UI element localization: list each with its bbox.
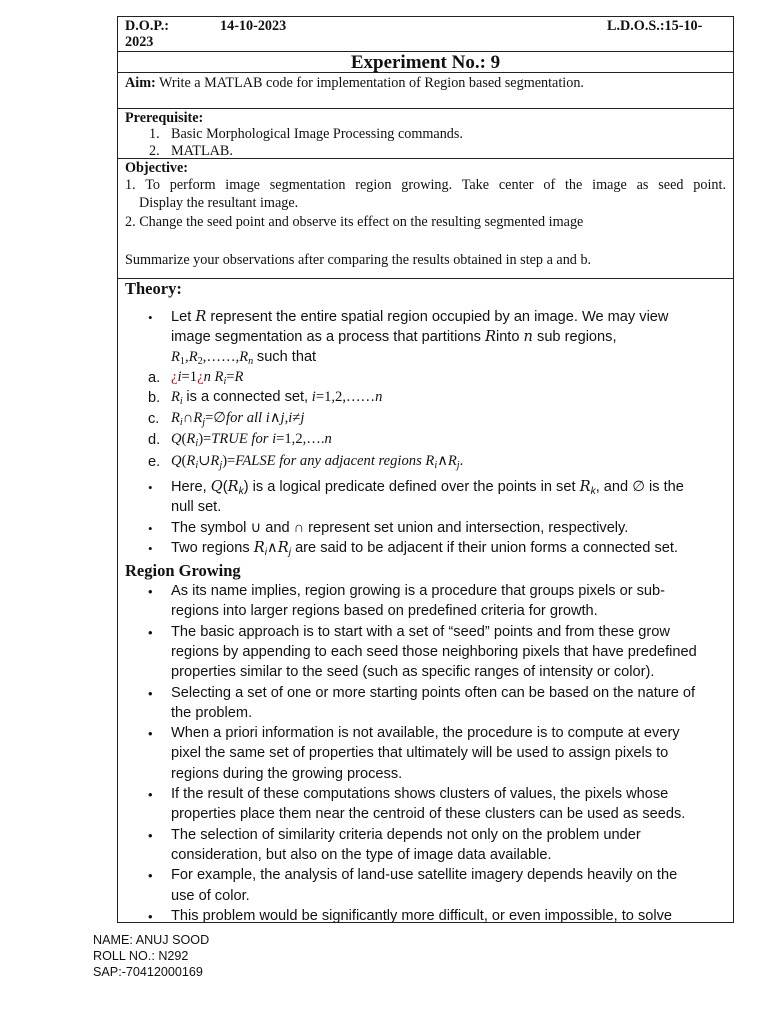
theory-section: Theory: • Let R represent the entire spatial region occupied by an image. We may view image segmentation as a process that partitions Rinto n sub regions, $R_1,R_2,\dots\dots,R_n$ such that a. ¿i=1¿n $R_i=R$ b. $R_i$ is a connected set, i=1,2,……n c. $R_i\cap R_j=\emptyset for$ all i∧j,i≠j d. $Q(R_i)=TRUE$ for i=1,2,….n e. $Q(R_i\cup R_j)=FALSE$ for any adjacent regions $R_i\wedge R_j$. • Here, $Q(R_k)$ is a logical predicate defined over the points in set $R_k$, and ∅ is the null set. • The symbol ∪ and ∩ represent set union and intersection, respectively. • Two regions $R_i\wedge R_j$ are said to be adjacent if their union forms a connected set. Region Growing • As its name implies, region growing is a procedure that groups pixels or sub- regions into larger regions based on predefined criteria for growth. • The basic approach is to start with a set of “seed” points and from these grow regions by appending to each seed those neighboring pixels that have predefined properties similar to the seed (such as specific ranges of intensity or color). • Selecting a set of one or more starting points often can be based on the nature of the problem. • When a priori information is not available, the procedure is to compute at every pixel the same set of properties that ultimately will be used to assign pixels to regions during the growing process. • If the result of these computations shows clusters of values, the pixels whose properties place them near the centroid of these clusters can be used as seeds. • The selection of similarity criteria depends not only on the problem under consideration, but also on the type of image data available. • For example, the analysis of land-use satellite imagery depends heavily on the use of color. • This problem would be significantly more difficult, or even impossible, to solve <box>118 279 733 922</box>
theory-intro-line-2c: sub regions, <box>537 329 617 345</box>
formula-c: $R_i\cap R_j=\emptyset for$ all i∧j,i≠j <box>171 410 305 428</box>
dop-date: 14-10-2023 <box>220 18 287 34</box>
region-growing-line: regions by appending to each seed those neighboring pixels that have predefined <box>171 643 697 660</box>
theory-heading: Theory: <box>125 279 182 298</box>
objective-item-1-line-2: Display the resultant image. <box>139 195 299 211</box>
aim-row <box>118 73 733 109</box>
formula-d: $Q(R_i)=TRUE$ for i=1,2,….n <box>171 431 332 449</box>
aim-text: Write a MATLAB code for implementation of Region based segmentation. <box>159 75 584 91</box>
footer-roll: ROLL NO.: N292 <box>93 949 189 963</box>
prereq-num-2: 2. <box>149 143 160 159</box>
objective-row <box>118 159 733 279</box>
region-growing-line: pixel the same set of properties that ultimately will be used to assign pixels to <box>171 745 669 762</box>
experiment-title: Experiment No.: 9 <box>350 52 501 73</box>
region-growing-line: properties place them near the centroid of these clusters can be used as seeds. <box>171 806 686 823</box>
theory-intro-line-2a: image segmentation as a process that partitions <box>171 329 481 345</box>
bullet-dot: • <box>148 521 153 536</box>
bullet-dot: • <box>148 827 153 843</box>
region-growing-line: If the result of these computations shows clusters of values, the pixels whose <box>171 786 669 802</box>
region-growing-line: For example, the analysis of land-use satellite imagery depends heavily on the <box>171 867 678 884</box>
prerequisite-row <box>118 109 733 159</box>
bullet-dot: • <box>148 868 153 884</box>
region-growing-line: regions during the growing process. <box>171 765 403 782</box>
theory-intro-line-2b: into <box>495 329 520 345</box>
region-growing-line: As its name implies, region growing is a procedure that groups pixels or sub- <box>171 583 665 599</box>
list-letter-c: c. <box>148 411 160 427</box>
region-growing-line: When a priori information is not available, the procedure is to compute at every <box>171 725 680 742</box>
region-growing-line: Selecting a set of one or more starting points often can be based on the nature of <box>171 684 696 701</box>
dop-label: D.O.P.: <box>125 18 170 34</box>
footer-name: NAME: ANUJ SOOD <box>93 933 210 947</box>
objective-item-1-line-1: 1. To perform image segmentation region growing. Take center of the image as seed point. <box>125 177 726 193</box>
aim-label: Aim: <box>125 75 156 91</box>
title-row <box>118 52 733 73</box>
formula-e: $Q(R_i\cup R_j)=FALSE$ for any adjacent regions $R_i\wedge R_j$. <box>171 453 464 471</box>
null-set-text: null set. <box>171 499 222 515</box>
bullet-dot: • <box>148 908 153 923</box>
region-growing-line: regions into larger regions based on predefined criteria for growth. <box>171 603 598 620</box>
bullet-dot: • <box>148 787 153 802</box>
experiment-sheet <box>117 16 734 923</box>
list-letter-d: d. <box>148 432 161 448</box>
list-letter-b: b. <box>148 390 161 406</box>
region-growing-line: This problem would be significantly more difficult, or even impossible, to solve <box>171 907 673 923</box>
symbol-text: The symbol ∪ and ∩ represent set union and intersection, respectively. <box>171 520 629 536</box>
objective-summary: Summarize your observations after comparing the results obtained in step a and b. <box>125 252 592 268</box>
theory-intro-line-1: represent the entire spatial region occupied by an image. We may view <box>210 309 669 325</box>
bullet-dot: • <box>148 624 153 640</box>
prerequisite-label: Prerequisite: <box>125 110 204 126</box>
formula-a: ¿i=1¿n $R_i=R$ <box>171 369 244 387</box>
objective-item-2: 2. Change the seed point and observe its effect on the resulting segmented image <box>125 214 584 230</box>
list-letter-e: e. <box>148 454 161 470</box>
region-growing-line: the problem. <box>171 704 253 721</box>
region-growing-line: The basic approach is to start with a set of “seed” points and from these grow <box>171 623 670 640</box>
ldos-year: 2023 <box>125 34 154 50</box>
prereq-num-1: 1. <box>149 126 160 142</box>
ldos-label: L.D.O.S.:15-10- <box>607 18 703 34</box>
bullet-dot: • <box>148 541 153 556</box>
region-growing-line: The selection of similarity criteria depends not only on the problem under <box>171 826 641 843</box>
region-growing-line: use of color. <box>171 887 250 904</box>
objective-label: Objective: <box>125 160 189 176</box>
region-growing-line: consideration, but also on the type of image data available. <box>171 846 552 863</box>
bullet-dot: • <box>148 310 153 325</box>
theory-intro-line-3: such that <box>256 349 317 365</box>
prereq-text-2: MATLAB. <box>171 143 233 159</box>
footer-sap: SAP:-70412000169 <box>93 965 203 979</box>
header-row <box>118 17 733 52</box>
bullet-dot: • <box>148 480 153 495</box>
region-growing-heading: Region Growing <box>125 561 241 580</box>
region-growing-line: properties similar to the seed (such as specific ranges of intensity or color). <box>171 664 655 681</box>
bullet-dot: • <box>148 726 153 742</box>
prereq-text-1: Basic Morphological Image Processing commands. <box>171 126 463 142</box>
list-letter-a: a. <box>148 370 161 386</box>
formula-b: $R_i$ is a connected set, i=1,2,……n <box>171 389 383 407</box>
bullet-dot: • <box>148 685 153 701</box>
bullet-dot: • <box>148 584 153 599</box>
